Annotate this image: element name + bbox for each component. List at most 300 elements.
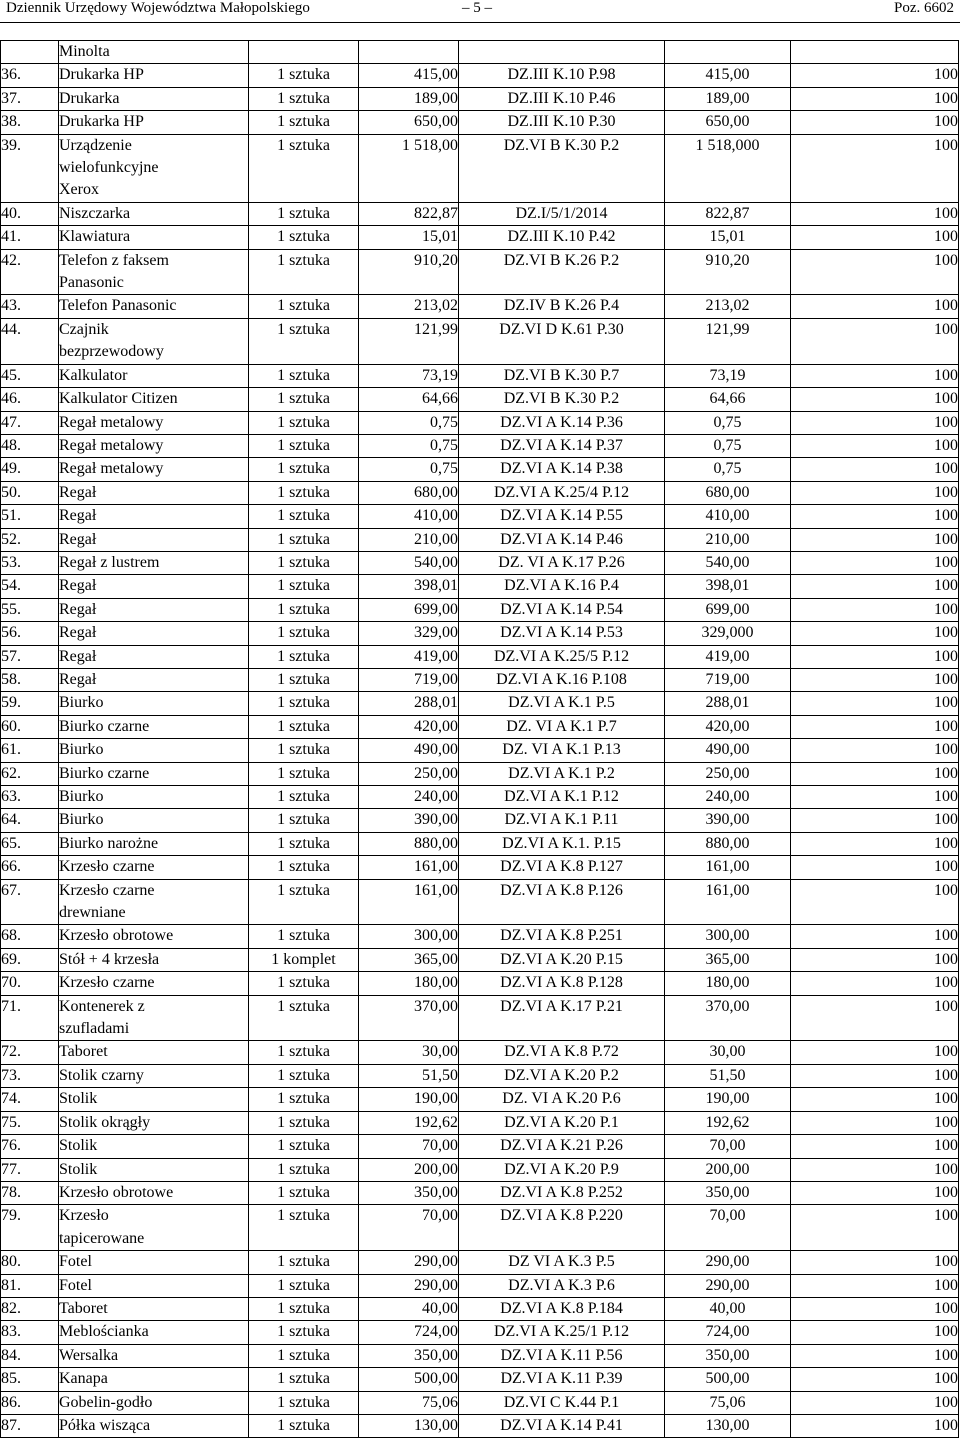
unit-value: 500,00 (359, 1368, 459, 1391)
book-value: 51,50 (665, 1064, 791, 1087)
item-name (59, 87, 249, 110)
document-reference: DZ.VI A K.16 P.108 (459, 668, 665, 691)
book-value: 210,00 (665, 528, 791, 551)
book-value: 419,00 (665, 645, 791, 668)
item-name (59, 809, 249, 832)
item-name (59, 528, 249, 551)
row-number: 68. (1, 925, 59, 948)
item-name-line: Krzesło obrotowe (59, 927, 174, 945)
item-name (59, 598, 249, 621)
table-row (1, 434, 959, 457)
unit-value: 73,19 (359, 364, 459, 387)
percentage: 100 (791, 134, 959, 202)
document-reference: DZ.VI B K.30 P.7 (459, 364, 665, 387)
unit-value: 161,00 (359, 879, 459, 925)
row-number: 58. (1, 668, 59, 691)
item-name-line: Regał (59, 530, 97, 548)
item-name-line: Wersalka (59, 1346, 119, 1364)
item-name-line: Drukarka (59, 89, 120, 107)
book-value: 73,19 (665, 364, 791, 387)
table-row (1, 528, 959, 551)
quantity: 1 sztuka (249, 715, 359, 738)
book-value: 121,99 (665, 318, 791, 364)
unit-value: 15,01 (359, 226, 459, 249)
page-number: – 5 – (462, 0, 492, 16)
unit-value: 75,06 (359, 1391, 459, 1414)
percentage: 100 (791, 226, 959, 249)
unit-value: 329,00 (359, 622, 459, 645)
table-row (1, 622, 959, 645)
quantity: 1 sztuka (249, 64, 359, 87)
document-reference: DZ.I/5/1/2014 (459, 202, 665, 225)
percentage: 100 (791, 1391, 959, 1414)
item-name-line: Krzesło obrotowe (59, 1183, 174, 1201)
document-reference: DZ.VI A K.1 P.12 (459, 786, 665, 809)
book-value: 680,00 (665, 481, 791, 504)
item-name-line: Kalkulator (59, 366, 128, 384)
row-number: 46. (1, 388, 59, 411)
item-name (59, 832, 249, 855)
unit-value: 699,00 (359, 598, 459, 621)
row-number: 45. (1, 364, 59, 387)
unit-value: 370,00 (359, 995, 459, 1041)
item-name-line: Drukarka HP (59, 66, 144, 84)
unit-value: 0,75 (359, 458, 459, 481)
item-name (59, 458, 249, 481)
table-row (1, 41, 959, 64)
document-reference: DZ.VI A K.21 P.26 (459, 1135, 665, 1158)
book-value: 200,00 (665, 1158, 791, 1181)
table-row (1, 1158, 959, 1181)
item-name (59, 1064, 249, 1087)
row-number: 83. (1, 1321, 59, 1344)
table-row (1, 1368, 959, 1391)
quantity: 1 sztuka (249, 972, 359, 995)
item-name-line: Biurko czarne (59, 717, 150, 735)
quantity: 1 sztuka (249, 434, 359, 457)
percentage: 100 (791, 87, 959, 110)
table-row (1, 249, 959, 295)
table-row (1, 1205, 959, 1251)
quantity: 1 sztuka (249, 1135, 359, 1158)
book-value: 724,00 (665, 1321, 791, 1344)
percentage: 100 (791, 388, 959, 411)
book-value: 70,00 (665, 1205, 791, 1251)
quantity: 1 sztuka (249, 1321, 359, 1344)
percentage: 100 (791, 739, 959, 762)
quantity: 1 sztuka (249, 226, 359, 249)
quantity: 1 sztuka (249, 318, 359, 364)
page-header (0, 0, 960, 30)
unit-value: 910,20 (359, 249, 459, 295)
table-row (1, 715, 959, 738)
book-value: 70,00 (665, 1135, 791, 1158)
table-row (1, 295, 959, 318)
table-row (1, 995, 959, 1041)
quantity: 1 sztuka (249, 111, 359, 134)
table-row (1, 1297, 959, 1320)
table-row (1, 598, 959, 621)
table-row (1, 972, 959, 995)
item-name (59, 134, 249, 202)
quantity: 1 sztuka (249, 202, 359, 225)
quantity: 1 sztuka (249, 528, 359, 551)
item-name-line: Regał metalowy (59, 413, 164, 431)
quantity: 1 sztuka (249, 856, 359, 879)
percentage: 100 (791, 622, 959, 645)
item-name-line: Biurko (59, 694, 104, 712)
table-row (1, 668, 959, 691)
item-name-line: Stolik (59, 1090, 98, 1108)
item-name-line: Minolta (59, 43, 110, 60)
unit-value: 190,00 (359, 1088, 459, 1111)
item-name-line: Stolik (59, 1160, 98, 1178)
row-number: 64. (1, 809, 59, 832)
row-number (1, 41, 59, 64)
row-number: 39. (1, 134, 59, 202)
item-name (59, 1321, 249, 1344)
row-number: 70. (1, 972, 59, 995)
book-value: 719,00 (665, 668, 791, 691)
table-row (1, 1321, 959, 1344)
item-name-line: tapicerowane (59, 1229, 145, 1247)
document-reference: DZ VI A K.3 P.5 (459, 1251, 665, 1274)
table-row (1, 226, 959, 249)
quantity: 1 sztuka (249, 1414, 359, 1437)
quantity: 1 sztuka (249, 481, 359, 504)
row-number: 51. (1, 505, 59, 528)
document-reference: DZ.VI A K.25/4 P.12 (459, 481, 665, 504)
document-reference: DZ.VI A K.8 P.251 (459, 925, 665, 948)
table-row (1, 948, 959, 971)
book-value: 288,01 (665, 692, 791, 715)
quantity: 1 sztuka (249, 622, 359, 645)
document-reference: DZ. VI A K.20 P.6 (459, 1088, 665, 1111)
document-reference: DZ.VI A K.20 P.9 (459, 1158, 665, 1181)
unit-value: 240,00 (359, 786, 459, 809)
quantity: 1 sztuka (249, 832, 359, 855)
unit-value: 121,99 (359, 318, 459, 364)
unit-value: 419,00 (359, 645, 459, 668)
item-name (59, 645, 249, 668)
percentage: 100 (791, 1135, 959, 1158)
quantity: 1 sztuka (249, 249, 359, 295)
unit-value: 70,00 (359, 1135, 459, 1158)
item-name (59, 41, 249, 64)
item-name (59, 1391, 249, 1414)
quantity: 1 sztuka (249, 1274, 359, 1297)
percentage: 100 (791, 925, 959, 948)
quantity: 1 sztuka (249, 668, 359, 691)
row-number: 71. (1, 995, 59, 1041)
row-number: 62. (1, 762, 59, 785)
unit-value: 180,00 (359, 972, 459, 995)
document-reference: DZ.VI D K.61 P.30 (459, 318, 665, 364)
row-number: 87. (1, 1414, 59, 1437)
document-reference: DZ.IV B K.26 P.4 (459, 295, 665, 318)
item-name-line: Fotel (59, 1253, 92, 1271)
table-row (1, 388, 959, 411)
item-name (59, 481, 249, 504)
item-name-line: Krzesło czarne (59, 881, 155, 899)
item-name-line: bezprzewodowy (59, 343, 164, 361)
quantity: 1 sztuka (249, 1297, 359, 1320)
quantity: 1 sztuka (249, 1344, 359, 1367)
document-reference: DZ.VI B K.30 P.2 (459, 388, 665, 411)
document-reference: DZ.VI A K.1 P.11 (459, 809, 665, 832)
percentage: 100 (791, 505, 959, 528)
quantity: 1 sztuka (249, 739, 359, 762)
percentage: 100 (791, 1158, 959, 1181)
book-value: 420,00 (665, 715, 791, 738)
book-value: 370,00 (665, 995, 791, 1041)
percentage: 100 (791, 809, 959, 832)
document-reference: DZ.III K.10 P.30 (459, 111, 665, 134)
item-name (59, 226, 249, 249)
table-row (1, 856, 959, 879)
book-value: 329,000 (665, 622, 791, 645)
document-reference: DZ.VI B K.30 P.2 (459, 134, 665, 202)
item-name-line: Regał (59, 507, 97, 525)
table-row (1, 832, 959, 855)
item-name (59, 1088, 249, 1111)
table-row (1, 809, 959, 832)
item-name-line: drewniane (59, 904, 126, 922)
table-row (1, 925, 959, 948)
unit-value: 250,00 (359, 762, 459, 785)
document-reference: DZ. VI A K.17 P.26 (459, 551, 665, 574)
document-reference: DZ.VI A K.14 P.37 (459, 434, 665, 457)
row-number: 69. (1, 948, 59, 971)
document-reference: DZ.VI A K.20 P.15 (459, 948, 665, 971)
table-row (1, 1111, 959, 1134)
item-name-line: Regał (59, 670, 97, 688)
book-value: 300,00 (665, 925, 791, 948)
percentage: 100 (791, 692, 959, 715)
document-reference: DZ.VI A K.14 P.54 (459, 598, 665, 621)
quantity: 1 sztuka (249, 458, 359, 481)
unit-value: 490,00 (359, 739, 459, 762)
row-number: 77. (1, 1158, 59, 1181)
quantity: 1 sztuka (249, 1158, 359, 1181)
table-row (1, 318, 959, 364)
item-name-line: Kanapa (59, 1370, 108, 1388)
document-reference: DZ.VI A K.8 P.184 (459, 1297, 665, 1320)
table-row (1, 1181, 959, 1204)
book-value: 500,00 (665, 1368, 791, 1391)
book-value: 880,00 (665, 832, 791, 855)
table-row (1, 1041, 959, 1064)
percentage: 100 (791, 1274, 959, 1297)
unit-value: 540,00 (359, 551, 459, 574)
quantity: 1 sztuka (249, 645, 359, 668)
item-name-line: Gobelin-godło (59, 1393, 153, 1411)
item-name (59, 692, 249, 715)
item-name (59, 249, 249, 295)
book-value: 15,01 (665, 226, 791, 249)
row-number: 54. (1, 575, 59, 598)
unit-value: 880,00 (359, 832, 459, 855)
unit-value: 290,00 (359, 1251, 459, 1274)
item-name-line: wielofunkcyjne (59, 159, 159, 177)
row-number: 50. (1, 481, 59, 504)
document-reference: DZ.VI A K.14 P.46 (459, 528, 665, 551)
item-name-line: Czajnik (59, 320, 109, 338)
row-number: 75. (1, 1111, 59, 1134)
percentage: 100 (791, 411, 959, 434)
row-number: 44. (1, 318, 59, 364)
percentage: 100 (791, 598, 959, 621)
table-row (1, 64, 959, 87)
quantity: 1 sztuka (249, 786, 359, 809)
quantity: 1 sztuka (249, 995, 359, 1041)
table-row (1, 87, 959, 110)
document-reference: DZ. VI A K.1 P.7 (459, 715, 665, 738)
item-name (59, 668, 249, 691)
item-name-line: Regał (59, 577, 97, 595)
quantity: 1 sztuka (249, 134, 359, 202)
row-number: 85. (1, 1368, 59, 1391)
row-number: 55. (1, 598, 59, 621)
row-number: 48. (1, 434, 59, 457)
quantity: 1 sztuka (249, 388, 359, 411)
unit-value: 189,00 (359, 87, 459, 110)
document-reference: DZ.VI A K.8 P.72 (459, 1041, 665, 1064)
quantity: 1 sztuka (249, 809, 359, 832)
quantity (249, 41, 359, 64)
unit-value: 822,87 (359, 202, 459, 225)
percentage: 100 (791, 1344, 959, 1367)
table-row (1, 202, 959, 225)
quantity: 1 sztuka (249, 1088, 359, 1111)
percentage: 100 (791, 1321, 959, 1344)
percentage: 100 (791, 1251, 959, 1274)
item-name-line: Drukarka HP (59, 113, 144, 131)
unit-value: 300,00 (359, 925, 459, 948)
book-value: 180,00 (665, 972, 791, 995)
row-number: 65. (1, 832, 59, 855)
document-reference: DZ.VI A K.8 P.220 (459, 1205, 665, 1251)
row-number: 37. (1, 87, 59, 110)
item-name-line: Stół + 4 krzesła (59, 950, 160, 968)
unit-value: 0,75 (359, 434, 459, 457)
item-name-line: Regał (59, 483, 97, 501)
book-value: 490,00 (665, 739, 791, 762)
book-value: 161,00 (665, 879, 791, 925)
book-value: 540,00 (665, 551, 791, 574)
item-name (59, 1368, 249, 1391)
item-name-line: Biurko (59, 788, 104, 805)
quantity: 1 sztuka (249, 598, 359, 621)
row-number: 79. (1, 1205, 59, 1251)
book-value: 0,75 (665, 411, 791, 434)
item-name (59, 739, 249, 762)
percentage: 100 (791, 1368, 959, 1391)
item-name-line: Telefon z faksem (59, 251, 169, 269)
row-number: 86. (1, 1391, 59, 1414)
book-value: 699,00 (665, 598, 791, 621)
quantity: 1 komplet (249, 948, 359, 971)
row-number: 73. (1, 1064, 59, 1087)
item-name-line: Regał metalowy (59, 460, 164, 478)
item-name (59, 948, 249, 971)
unit-value: 70,00 (359, 1205, 459, 1251)
quantity: 1 sztuka (249, 505, 359, 528)
percentage: 100 (791, 1205, 959, 1251)
percentage: 100 (791, 1181, 959, 1204)
percentage: 100 (791, 551, 959, 574)
row-number: 84. (1, 1344, 59, 1367)
percentage: 100 (791, 879, 959, 925)
row-number: 67. (1, 879, 59, 925)
item-name-line: Biurko narożne (59, 834, 159, 852)
percentage: 100 (791, 64, 959, 87)
percentage: 100 (791, 575, 959, 598)
quantity: 1 sztuka (249, 762, 359, 785)
document-reference: DZ.III K.10 P.98 (459, 64, 665, 87)
unit-value: 64,66 (359, 388, 459, 411)
item-name-line: Kalkulator Citizen (59, 390, 178, 408)
table-row (1, 551, 959, 574)
item-name-line: Niszczarka (59, 204, 131, 222)
document-reference: DZ.VI A K.11 P.56 (459, 1344, 665, 1367)
document-reference: DZ.VI A K.1 P.5 (459, 692, 665, 715)
quantity: 1 sztuka (249, 87, 359, 110)
book-value: 290,00 (665, 1251, 791, 1274)
document-reference: DZ.VI A K.20 P.2 (459, 1064, 665, 1087)
book-value: 365,00 (665, 948, 791, 971)
item-name (59, 1297, 249, 1320)
item-name (59, 1135, 249, 1158)
unit-value: 213,02 (359, 295, 459, 318)
item-name (59, 295, 249, 318)
percentage: 100 (791, 832, 959, 855)
percentage: 100 (791, 481, 959, 504)
unit-value: 40,00 (359, 1297, 459, 1320)
item-name (59, 622, 249, 645)
row-number: 49. (1, 458, 59, 481)
item-name (59, 1205, 249, 1251)
row-number: 47. (1, 411, 59, 434)
item-name-line: Biurko (59, 811, 104, 829)
row-number: 38. (1, 111, 59, 134)
row-number: 41. (1, 226, 59, 249)
book-value: 190,00 (665, 1088, 791, 1111)
percentage: 100 (791, 786, 959, 809)
document-reference: DZ.VI A K.11 P.39 (459, 1368, 665, 1391)
item-name-line: Panasonic (59, 274, 124, 292)
table-row (1, 111, 959, 134)
unit-value: 420,00 (359, 715, 459, 738)
unit-value: 51,50 (359, 1064, 459, 1087)
percentage: 100 (791, 458, 959, 481)
quantity: 1 sztuka (249, 364, 359, 387)
item-name-line: Półka wisząca (59, 1416, 151, 1434)
item-name (59, 879, 249, 925)
item-name (59, 786, 249, 809)
unit-value: 290,00 (359, 1274, 459, 1297)
unit-value: 192,62 (359, 1111, 459, 1134)
quantity: 1 sztuka (249, 1391, 359, 1414)
percentage: 100 (791, 1041, 959, 1064)
book-value: 189,00 (665, 87, 791, 110)
table-row (1, 786, 959, 809)
percentage: 100 (791, 295, 959, 318)
percentage: 100 (791, 762, 959, 785)
item-name-line: Telefon Panasonic (59, 297, 177, 315)
quantity: 1 sztuka (249, 1368, 359, 1391)
inventory-table (0, 40, 959, 1438)
